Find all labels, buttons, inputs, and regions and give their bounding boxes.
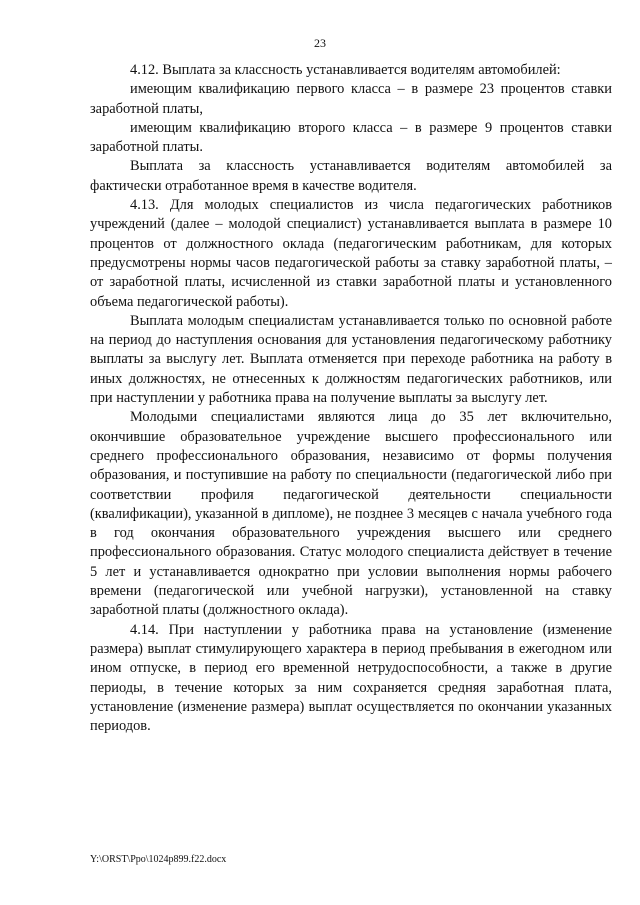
paragraph-4-13: 4.13. Для молодых специалистов из числа педагогических работников учреждений (далее – молодой специалист) устанавливается выплата в размере 10 процентов от должностного оклада (педагогическим работникам, для которых предусмотрены нормы часов педагогической работы за ставку заработной платы, – от заработной платы, исчисленной из ставки заработной платы и установленного объема педагогической работы). xyxy=(90,197,612,310)
file-path-footer: Y:\ORST\Ppo\1024p899.f22.docx xyxy=(90,854,227,865)
paragraph-first-class: имеющим квалификацию первого класса – в размере 23 процентов ставки заработной платы, xyxy=(90,81,612,117)
paragraph-young-specialists-payment: Выплата молодым специалистам устанавливается только по основной работе на период до наступления основания для установления педагогическому работнику выплаты за выслугу лет. Выплата отменяется при переходе работника на работу в иных должностях, не отнесенных к должностям педагогических работников, или при наступлении у работника права на получение выплаты за выслугу лет. xyxy=(90,312,612,407)
paragraph-4-14: 4.14. При наступлении у работника права на установление (изменение размера) выплат стимулирующего характера в период пребывания в ежегодном или ином отпуске, в период его временной нетрудоспособности, а также в другие периоды, в течение которых за ним сохраняется средняя заработная плата, установление (изменение размера) выплат осуществляется по окончании указанных периодов. xyxy=(90,621,612,735)
document-body xyxy=(90,61,612,736)
paragraph-second-class: имеющим квалификацию второго класса – в размере 9 процентов ставки заработной платы. xyxy=(90,119,612,156)
paragraph-young-specialists-definition: Молодыми специалистами являются лица до 35 лет включительно, окончившие образовательное учреждение высшего профессионального или среднего профессионального образования, независимо от формы получения образования, и поступившие на работу по специальности (педагогической либо при соответствии профиля педагогической деятельности специальности (квалификации), указанной в дипломе), не позднее 3 месяцев с начала учебного года в год окончания образовательного учреждения высшего или среднего профессионального образования. Статус молодого специалиста действует в течение 5 лет и устанавливается однократно при условии выполнения нормы рабочего времени (педагогической или учебной нагрузки), установленной на ставку заработной платы (должностного оклада). xyxy=(90,409,612,619)
paragraph-4-12: 4.12. Выплата за классность устанавливается водителям автомобилей: xyxy=(130,62,561,78)
page-number: 23 xyxy=(314,36,326,50)
paragraph-class-payment: Выплата за классность устанавливается водителям автомобилей за фактически отработанное время в качестве водителя. xyxy=(90,158,612,194)
